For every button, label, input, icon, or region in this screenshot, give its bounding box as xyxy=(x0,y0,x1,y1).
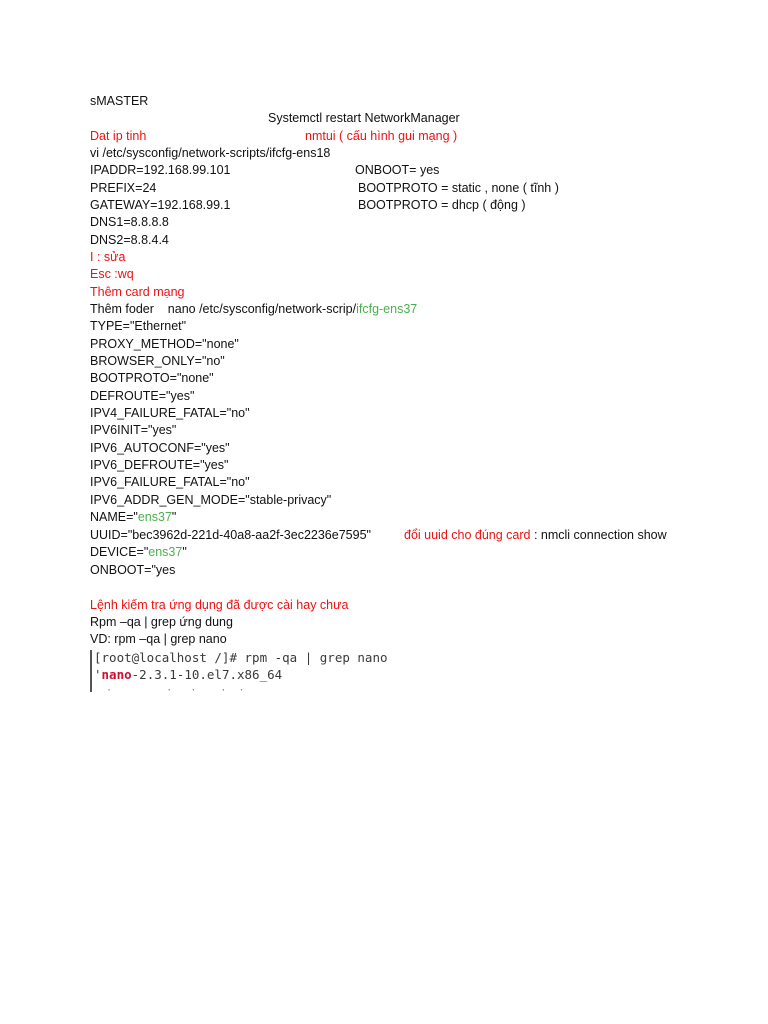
uuid-line: UUID="bec3962d-221d-40a8-aa2f-3ec2236e7595" xyxy=(90,528,371,542)
terminal-highlight: nano xyxy=(101,667,132,682)
device-prefix: DEVICE=" xyxy=(90,545,149,559)
device-line xyxy=(90,544,187,561)
gateway-line: GATEWAY=192.168.99.1 xyxy=(90,198,231,212)
proxy-line: PROXY_METHOD="none" xyxy=(90,337,239,351)
add-card-heading: Thêm card mạng xyxy=(90,285,185,299)
dns2-line: DNS2=8.8.4.4 xyxy=(90,233,169,247)
ipv6-defroute-line: IPV6_DEFROUTE="yes" xyxy=(90,458,229,472)
save-note: Esc :wq xyxy=(90,267,134,281)
add-folder-path: Thêm foder nano /etc/sysconfig/network-scrip/ xyxy=(90,302,357,316)
name-value: ens37 xyxy=(137,510,172,524)
device-value: ens37 xyxy=(148,545,183,559)
device-suffix: " xyxy=(182,545,187,559)
ipv6-addr-line: IPV6_ADDR_GEN_MODE="stable-privacy" xyxy=(90,493,332,507)
bootproto-static-note: BOOTPROTO = static , none ( tĩnh ) xyxy=(358,181,559,195)
check-app-heading: Lệnh kiếm tra ứng dụng đã được cài hay chưa xyxy=(90,598,349,612)
static-ip-heading: Dat ip tinh xyxy=(90,129,147,143)
onboot-line: ONBOOT="yes xyxy=(90,563,176,577)
defroute-line: DEFROUTE="yes" xyxy=(90,389,195,403)
ipv6-failure-line: IPV6_FAILURE_FATAL="no" xyxy=(90,475,250,489)
ipv6init-line: IPV6INIT="yes" xyxy=(90,423,177,437)
heading-smaster: sMASTER xyxy=(90,94,149,108)
terminal-result-rest: -2.3.1-10.el7.x86_64 xyxy=(131,667,283,682)
nmtui-note: nmtui ( cấu hình gui mạng ) xyxy=(305,129,458,143)
terminal-screenshot xyxy=(88,648,398,694)
terminal-result xyxy=(94,667,282,682)
add-folder-file: ifcfg-ens37 xyxy=(356,302,418,316)
terminal-quote: ' xyxy=(94,667,102,682)
ipv4-failure-line: IPV4_FAILURE_FATAL="no" xyxy=(90,406,250,420)
rpm-grep-line: Rpm –qa | grep ứng dung xyxy=(90,615,233,629)
vi-path-line: vi /etc/sysconfig/network-scripts/ifcfg-ens18 xyxy=(90,146,331,160)
ipaddr-line: IPADDR=192.168.99.101 xyxy=(90,163,231,177)
type-line: TYPE="Ethernet" xyxy=(90,319,187,333)
uuid-note xyxy=(404,527,667,544)
onboot-note: ONBOOT= yes xyxy=(355,163,440,177)
name-suffix: " xyxy=(171,510,177,524)
uuid-note-command: : nmcli connection show xyxy=(530,528,667,542)
bootproto-line: BOOTPROTO="none" xyxy=(90,371,214,385)
terminal-edge xyxy=(90,650,92,692)
example-line: VD: rpm –qa | grep nano xyxy=(90,632,227,646)
bootproto-dhcp-note: BOOTPROTO = dhcp ( động ) xyxy=(358,198,526,212)
name-line xyxy=(90,509,176,526)
systemctl-command: Systemctl restart NetworkManager xyxy=(268,111,460,125)
name-prefix: NAME=" xyxy=(90,510,138,524)
uuid-note-red: đổi uuid cho đúng card xyxy=(404,528,531,542)
terminal-prompt: [root@localhost /]# rpm -qa | grep nano xyxy=(94,650,388,665)
terminal-partial-line: · · · · · xyxy=(94,685,245,694)
edit-note: I : sửa xyxy=(90,250,126,264)
browser-line: BROWSER_ONLY="no" xyxy=(90,354,225,368)
dns1-line: DNS1=8.8.8.8 xyxy=(90,215,169,229)
prefix-line: PREFIX=24 xyxy=(90,181,157,195)
ipv6-autoconf-line: IPV6_AUTOCONF="yes" xyxy=(90,441,230,455)
add-folder-line xyxy=(90,301,417,318)
